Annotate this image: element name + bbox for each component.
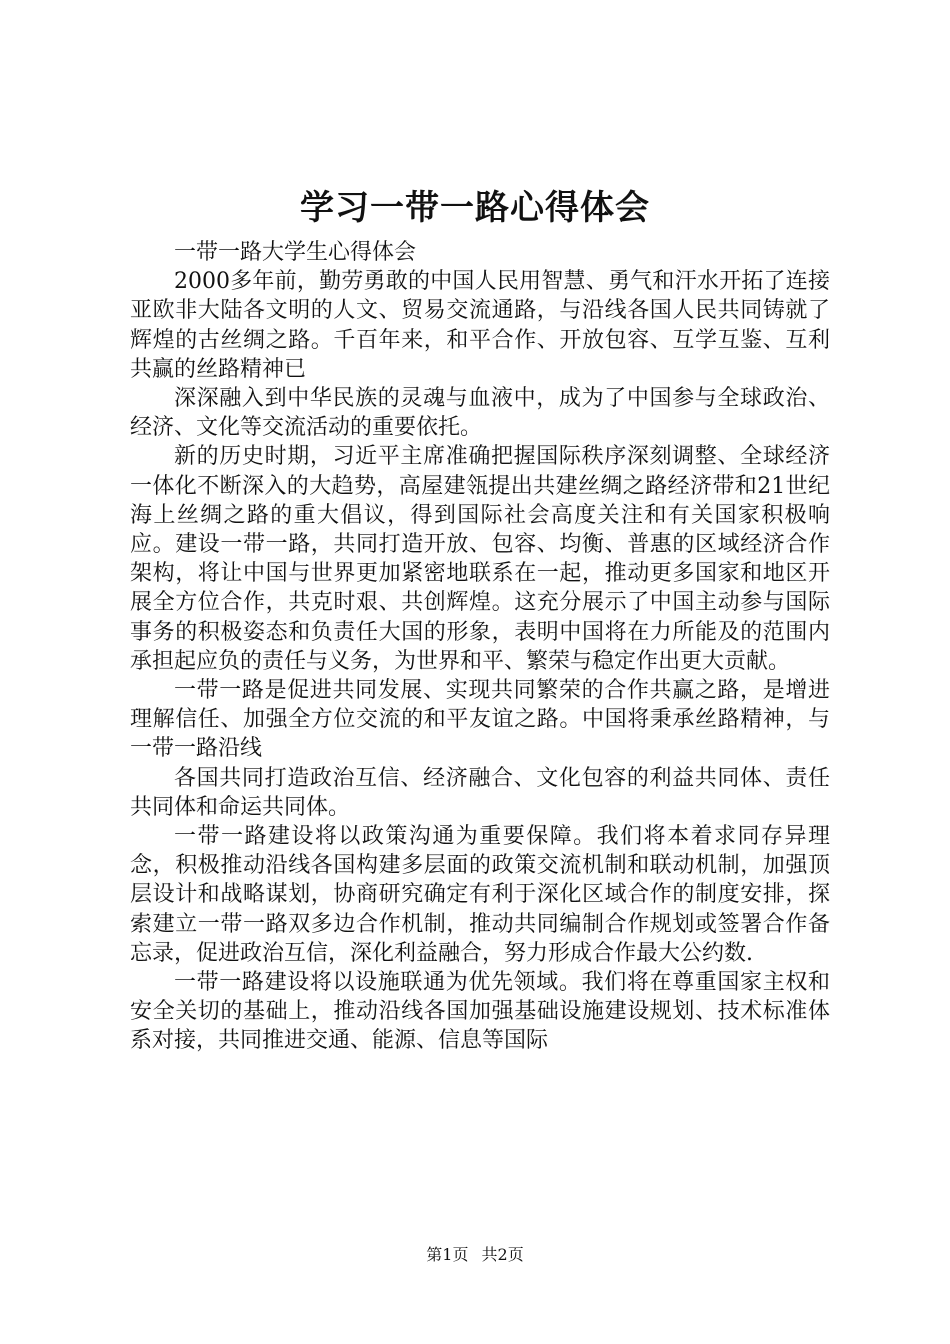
page-total: 共2页: [481, 1245, 524, 1264]
page-footer: [0, 1244, 950, 1266]
paragraph: 一带一路建设将以设施联通为优先领域。我们将在尊重国家主权和安全关切的基础上，推动沿线各国加强基础设施建设规划、技术标准体系对接，共同推进交通、能源、信息等国际: [130, 970, 830, 1054]
paragraph: 2000多年前，勤劳勇敢的中国人民用智慧、勇气和汗水开拓了连接亚欧非大陆各文明的人文、贸易交流通路，与沿线各国人民共同铸就了辉煌的古丝绸之路。千百年来，和平合作、开放包容、互学互鉴、互利共赢的丝路精神已: [130, 269, 830, 382]
paragraph: 新的历史时期，习近平主席准确把握国际秩序深刻调整、全球经济一体化不断深入的大趋势，高屋建瓴提出共建丝绸之路经济带和21世纪海上丝绸之路的重大倡议，得到国际社会高度关注和有关国家积极响应。建设一带一路，共同打造开放、包容、均衡、普惠的区域经济合作架构，将让中国与世界更加紧密地联系在一起，推动更多国家和地区开展全方位合作，共克时艰、共创辉煌。这充分展示了中国主动参与国际事务的积极姿态和负责任大国的形象，表明中国将在力所能及的范围内承担起应负的责任与义务，为世界和平、繁荣与稳定作出更大贡献。: [130, 444, 830, 674]
document-title: 学习一带一路心得体会: [300, 188, 650, 228]
paragraph: 一带一路是促进共同发展、实现共同繁荣的合作共赢之路，是增进理解信任、加强全方位交流的和平友谊之路。中国将秉承丝路精神，与一带一路沿线: [130, 678, 830, 762]
document-body: [130, 238, 830, 1056]
paragraph-subtitle: 一带一路大学生心得体会: [174, 240, 417, 265]
page-number: 第1页: [426, 1245, 469, 1264]
paragraph: 深深融入到中华民族的灵魂与血液中，成为了中国参与全球政治、经济、文化等交流活动的重要依托。: [130, 386, 830, 441]
paragraph: 一带一路建设将以政策沟通为重要保障。我们将本着求同存异理念，积极推动沿线各国构建多层面的政策交流机制和联动机制，加强顶层设计和战略谋划，协商研究确定有利于深化区域合作的制度安排，探索建立一带一路双多边合作机制，推动共同编制合作规划或签署合作备忘录，促进政治互信，深化利益融合，努力形成合作最大公约数.: [130, 824, 830, 966]
paragraph: 各国共同打造政治互信、经济融合、文化包容的利益共同体、责任共同体和命运共同体。: [130, 765, 830, 820]
